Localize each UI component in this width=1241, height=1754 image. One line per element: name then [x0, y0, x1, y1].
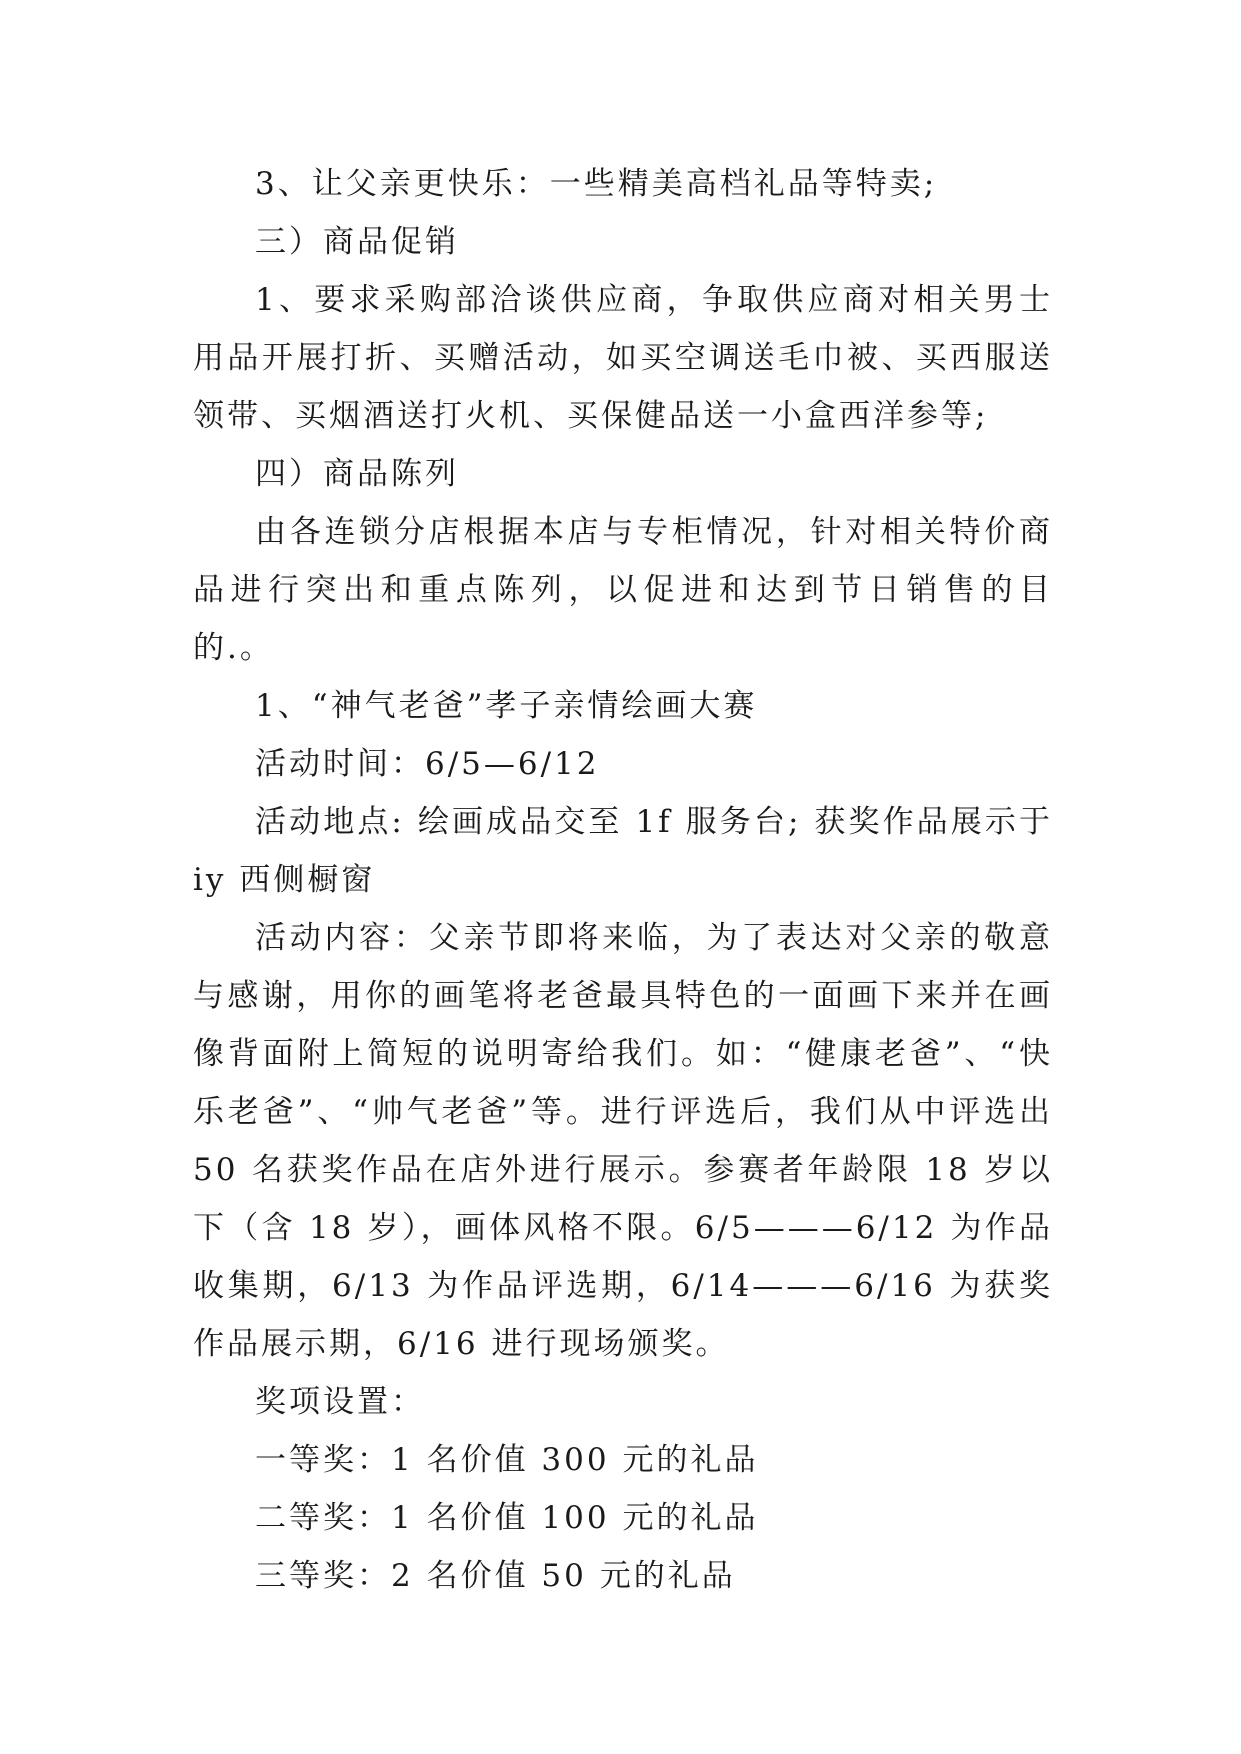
paragraph-happy-father: 3、让父亲更快乐：一些精美高档礼品等特卖; [255, 166, 938, 202]
paragraph-procurement: 1、要求采购部洽谈供应商，争取供应商对相关男士用品开展打折、买赠活动，如买空调送毛巾被、买西服送领带、买烟酒送打火机、买保健品送一小盒西洋参等; [193, 282, 1053, 434]
award-first: 一等奖：1 名价值 300 元的礼品 [255, 1442, 759, 1478]
award-second: 二等奖：1 名价值 100 元的礼品 [255, 1500, 759, 1536]
award-third: 三等奖：2 名价值 50 元的礼品 [255, 1558, 736, 1594]
paragraph-activity-time: 活动时间：6/5—6/12 [255, 746, 600, 782]
heading-drawing-contest: 1、“神气老爸”孝子亲情绘画大赛 [255, 688, 758, 724]
paragraph-activity-location: 活动地点: 绘画成品交至 1f 服务台; 获奖作品展示于 iy 西侧橱窗 [193, 804, 1053, 898]
heading-promotion: 三）商品促销 [255, 224, 459, 260]
document-body [193, 155, 1053, 1605]
paragraph-display: 由各连锁分店根据本店与专柜情况，针对相关特价商品进行突出和重点陈列，以促进和达到节日销售的目的.。 [193, 514, 1053, 666]
heading-display: 四）商品陈列 [255, 456, 459, 492]
paragraph-activity-content: 活动内容：父亲节即将来临，为了表达对父亲的敬意与感谢，用你的画笔将老爸最具特色的一面画下来并在画像背面附上简短的说明寄给我们。如：“健康老爸”、“快乐老爸”、“帅气老爸”等。进行评选后，我们从中评选出 50 名获奖作品在店外进行展示。参赛者年龄限 18 岁以下（含 18 岁），画体风格不限。6/5———6/12 为作品收集期，6/13 为作品评选期，6/14———6/16 为获奖作品展示期，6/16 进行现场颁奖。 [193, 920, 1053, 1362]
heading-awards: 奖项设置： [255, 1384, 425, 1420]
